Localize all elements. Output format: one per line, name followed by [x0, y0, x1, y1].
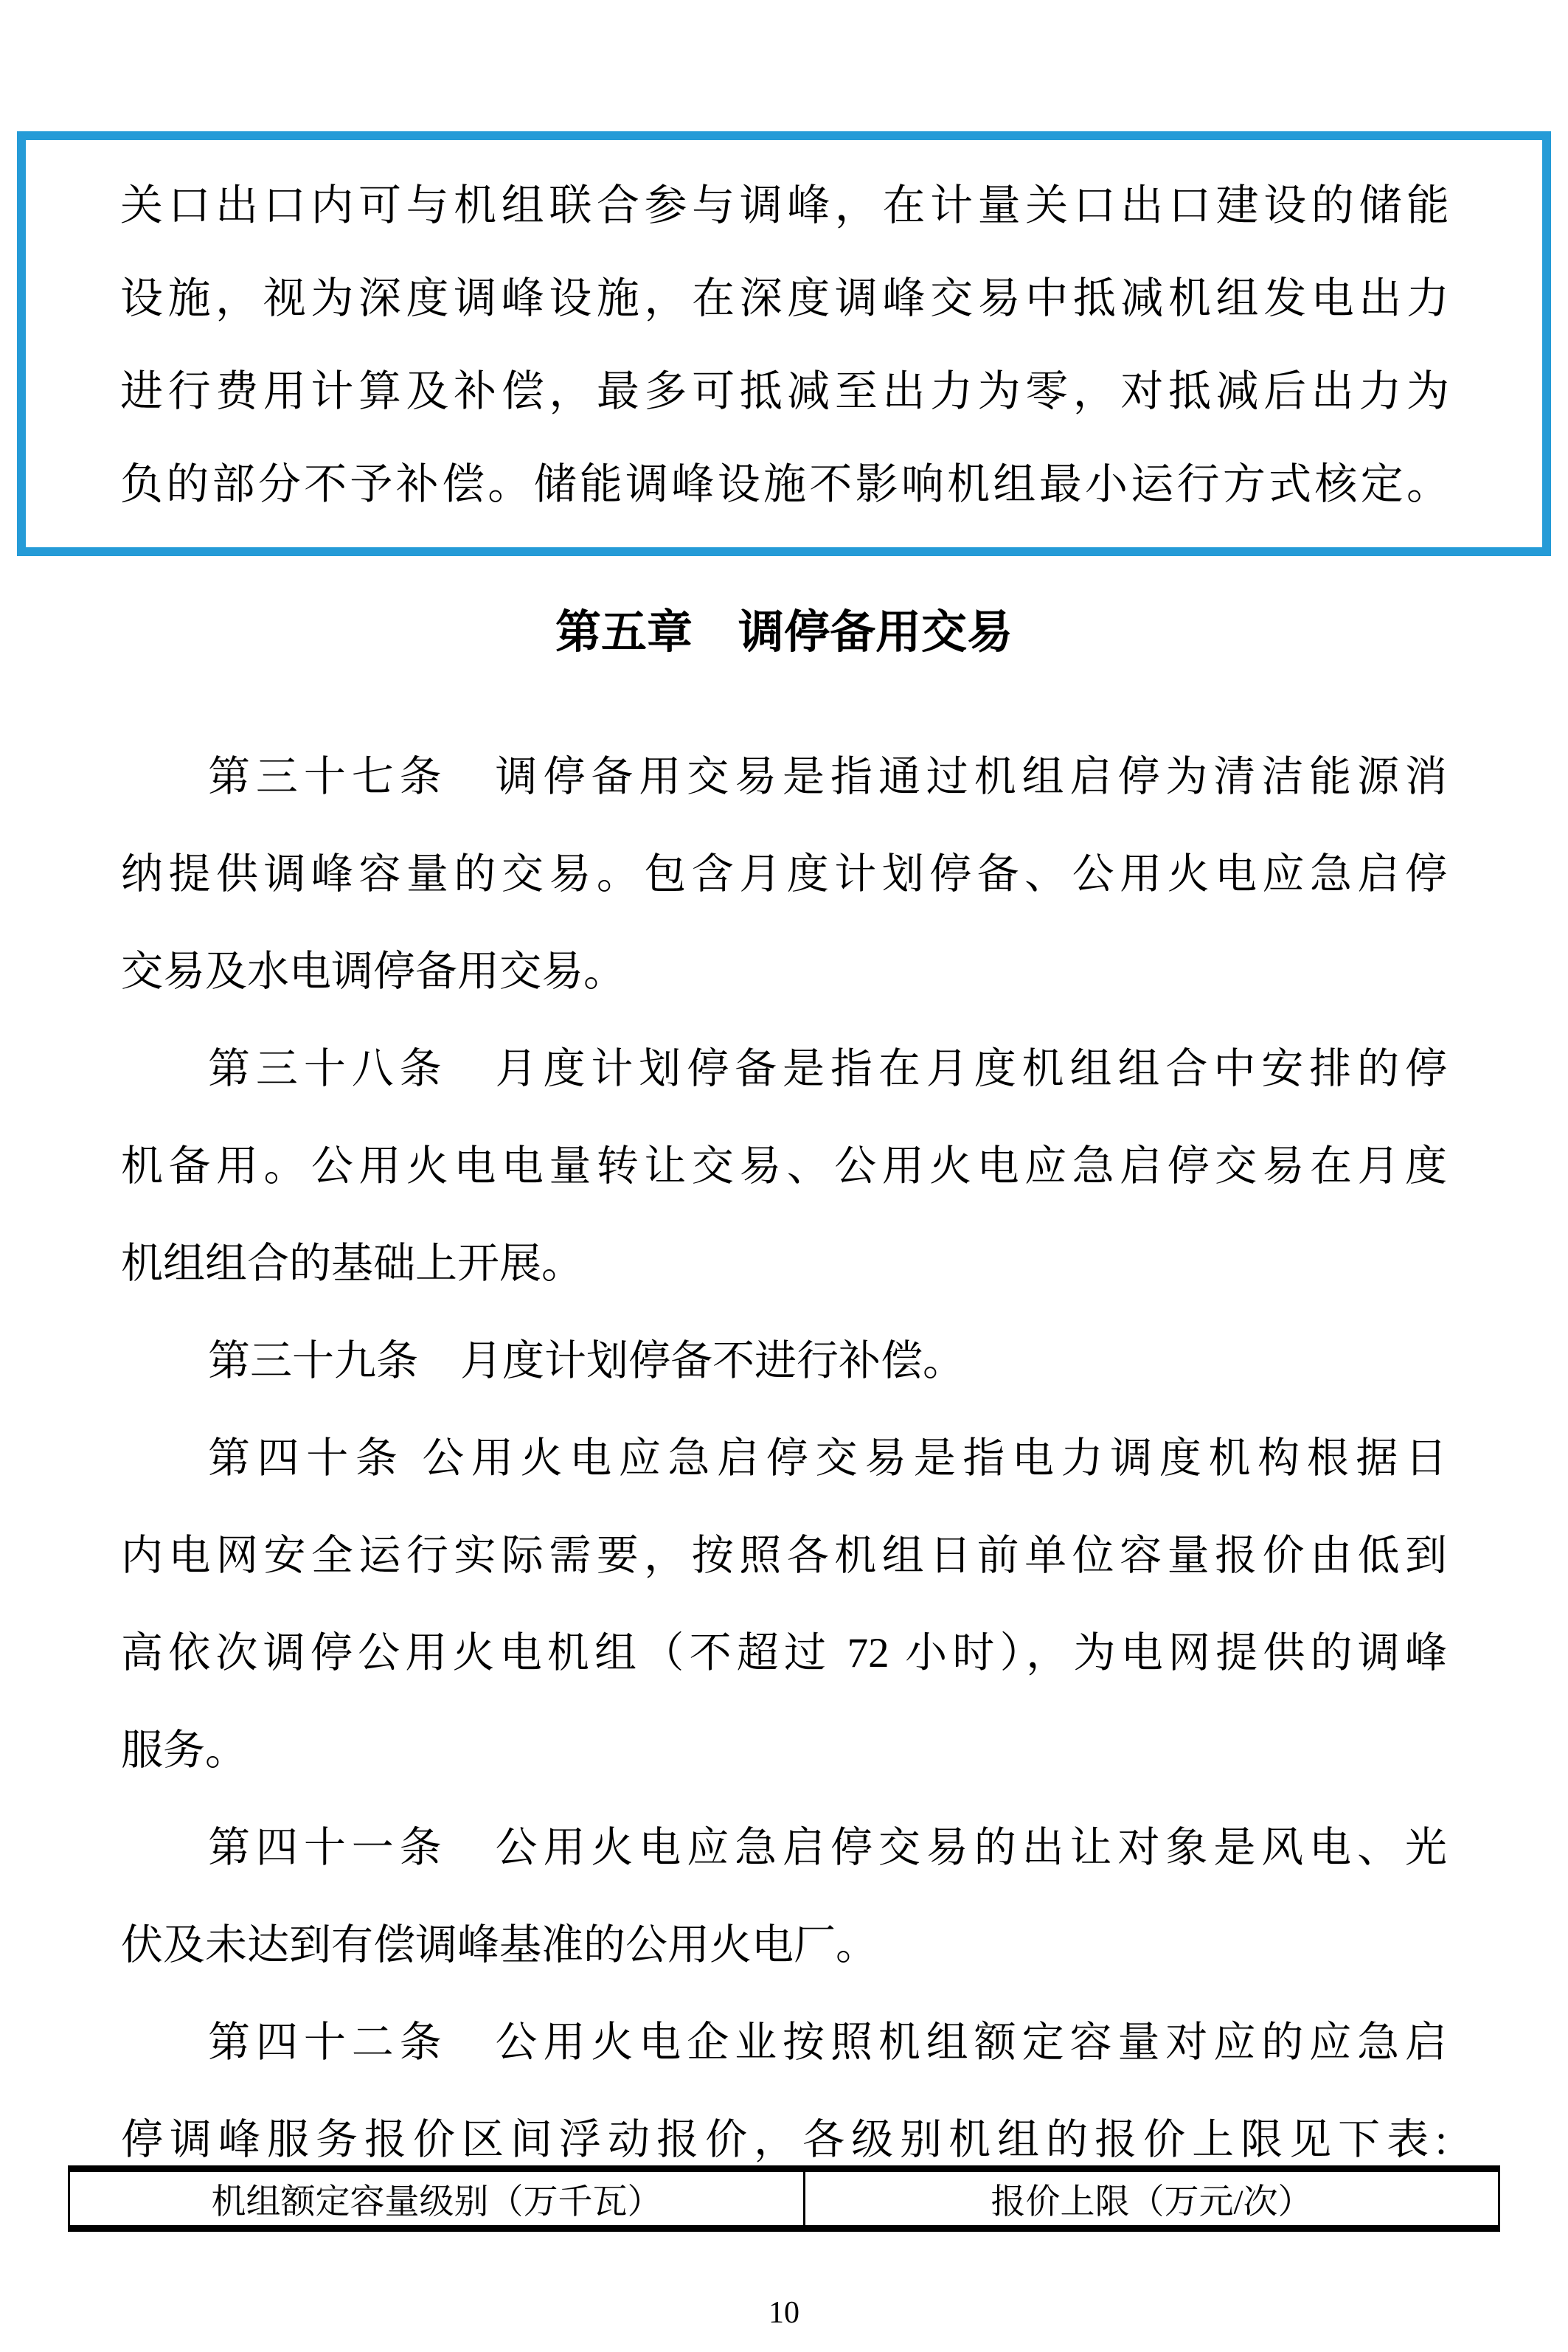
body-line: 机备用。公用火电电量转让交易、公用火电应急启停交易在月度	[121, 1143, 1447, 1190]
body-line: 第四十条 公用火电应急启停交易是指电力调度机构根据日	[208, 1435, 1447, 1482]
table-header-capacity-level: 机组额定容量级别（万千瓦）	[70, 2172, 805, 2225]
body-line: 服务。	[121, 1727, 247, 1774]
chapter-heading: 第五章 调停备用交易	[555, 608, 1013, 658]
body-line: 停调峰服务报价区间浮动报价，各级别机组的报价上限见下表:	[121, 2117, 1447, 2163]
highlight-box-line: 负的部分不予补偿。储能调峰设施不影响机组最小运行方式核定。	[120, 460, 1449, 508]
body-line: 第四十一条 公用火电应急启停交易的出让对象是风电、光	[208, 1825, 1447, 1871]
body-text	[121, 729, 1447, 2189]
quote-limit-table	[68, 2165, 1500, 2232]
body-line: 第四十二条 公用火电企业按照机组额定容量对应的应急启	[208, 2019, 1447, 2066]
body-line: 内电网安全运行实际需要，按照各机组日前单位容量报价由低到	[121, 1533, 1447, 1579]
body-line: 第三十七条 调停备用交易是指通过机组启停为清洁能源消	[208, 754, 1447, 800]
table-header-price-cap: 报价上限（万元/次）	[991, 2182, 1313, 2221]
highlight-box-line: 关口出口内可与机组联合参与调峰，在计量关口出口建设的储能	[120, 181, 1449, 229]
body-line: 机组组合的基础上开展。	[121, 1241, 583, 1287]
highlight-box	[17, 131, 1551, 556]
highlight-box-line: 设施，视为深度调峰设施，在深度调峰交易中抵减机组发电出力	[120, 274, 1449, 322]
highlight-box-line: 进行费用计算及补偿，最多可抵减至出力为零，对抵减后出力为	[120, 367, 1449, 415]
body-line: 交易及水电调停备用交易。	[121, 948, 625, 995]
body-line: 第三十九条 月度计划停备不进行补偿。	[208, 1338, 965, 1384]
body-line: 高依次调停公用火电机组（不超过 72 小时），为电网提供的调峰	[121, 1630, 1447, 1676]
body-line: 第三十八条 月度计划停备是指在月度机组组合中安排的停	[208, 1046, 1447, 1092]
body-line: 伏及未达到有偿调峰基准的公用火电厂。	[121, 1922, 878, 1968]
body-line: 纳提供调峰容量的交易。包含月度计划停备、公用火电应急启停	[121, 851, 1447, 898]
page-number: 10	[769, 2296, 799, 2330]
